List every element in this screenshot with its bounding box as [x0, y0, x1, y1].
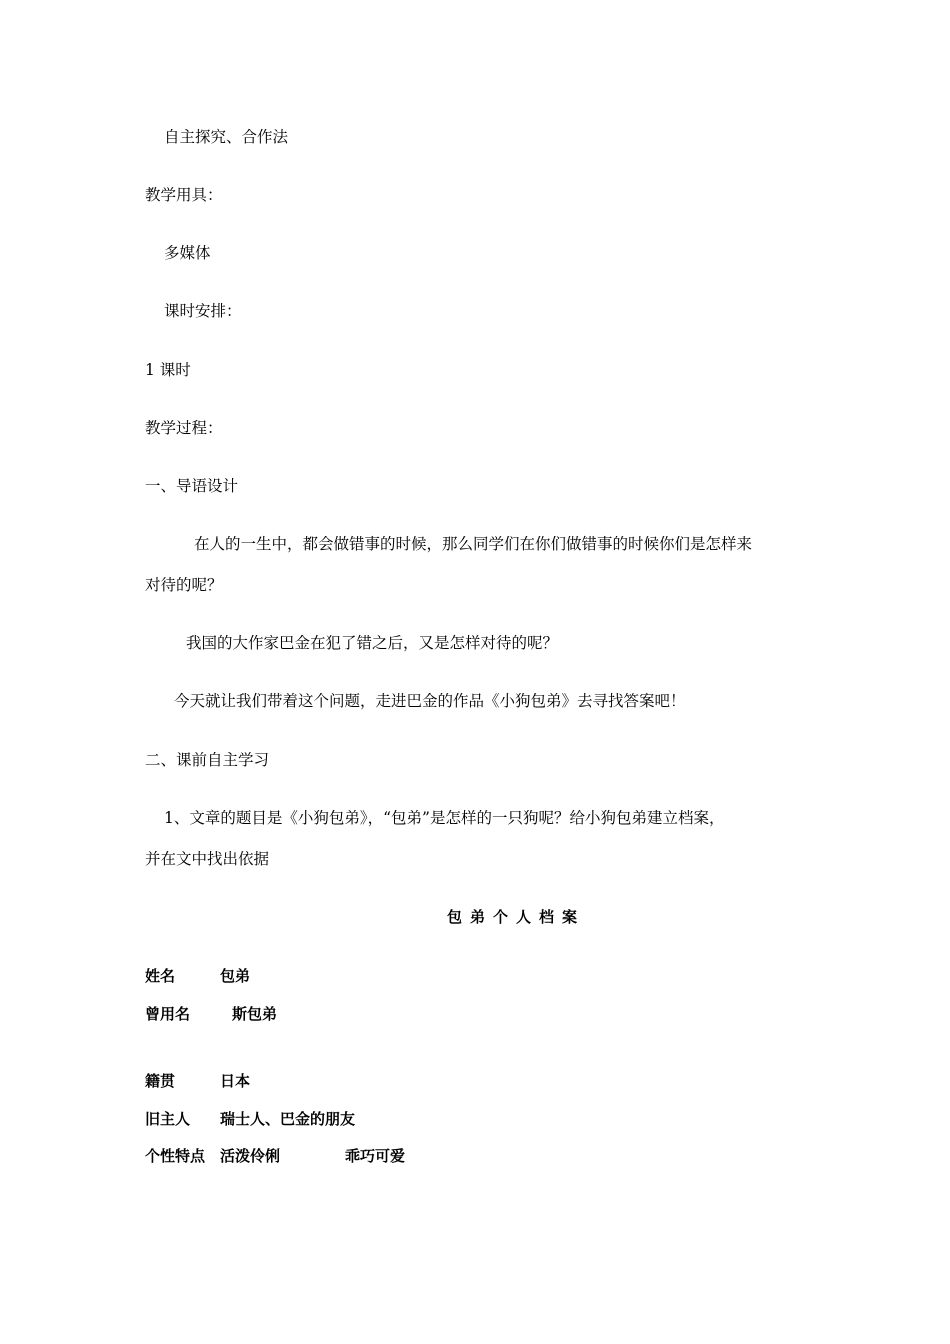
schedule-value: 1 课时 — [145, 361, 191, 379]
profile-label-former-owner: 旧主人 — [145, 1110, 191, 1128]
tools-heading: 教学用具： — [145, 186, 223, 204]
profile-value-former-name: 斯包弟 — [232, 1005, 278, 1023]
profile-value-name: 包弟 — [220, 967, 251, 985]
section1-para3: 今天就让我们带着这个问题，走进巴金的作品《小狗包弟》去寻找答案吧！ — [174, 692, 686, 710]
profile-value-former-owner: 瑞士人、巴金的朋友 — [220, 1110, 356, 1128]
process-heading: 教学过程： — [145, 419, 223, 437]
profile-label-name: 姓名 — [145, 967, 176, 985]
section1-para1-line2: 对待的呢？ — [145, 576, 223, 594]
profile-label-personality: 个性特点 — [145, 1147, 206, 1165]
section1-heading: 一、导语设计 — [145, 477, 239, 495]
profile-label-origin: 籍贯 — [145, 1072, 176, 1090]
tools-value: 多媒体 — [164, 244, 211, 262]
section2-q1-line2: 并在文中找出依据 — [145, 850, 270, 868]
profile-value-origin: 日本 — [220, 1072, 251, 1090]
section1-para2: 我国的大作家巴金在犯了错之后，又是怎样对待的呢？ — [186, 634, 559, 652]
section1-para1-line1: 在人的一生中，都会做错事的时候，那么同学们在你们做错事的时候你们是怎样来 — [194, 535, 753, 553]
method-text: 自主探究、合作法 — [164, 128, 289, 146]
section2-heading: 二、课前自主学习 — [145, 751, 270, 769]
schedule-heading: 课时安排： — [164, 302, 242, 320]
profile-title: 包弟个人档案 — [447, 908, 586, 926]
section2-q1-line1: 1、文章的题目是《小狗包弟》，“包弟”是怎样的一只狗呢？给小狗包弟建立档案， — [164, 809, 725, 827]
profile-label-former-name: 曾用名 — [145, 1005, 191, 1023]
profile-value-personality-2: 乖巧可爱 — [345, 1147, 406, 1165]
profile-value-personality-1: 活泼伶俐 — [220, 1147, 281, 1165]
